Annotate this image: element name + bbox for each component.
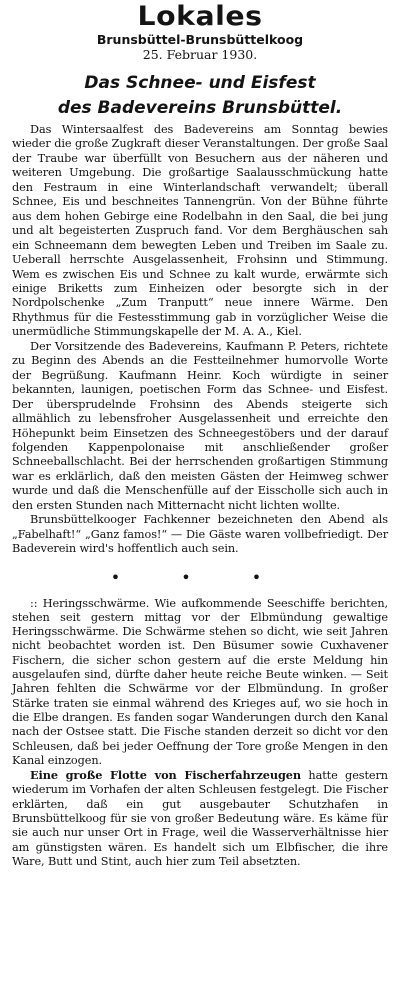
section-subtitle: Brunsbüttel-Brunsbüttelkoog <box>96 32 304 47</box>
section-header <box>12 2 388 63</box>
section-divider: • • • <box>110 567 290 587</box>
paragraph-text: hatte gestern wiederum im Vorhafen der alten Schleusen festgelegt. Die Fischer erklärten, daß ein gut ausgebauter Schutzhafen in Brunsbüttelkoog für sie von großer Bedeutung wäre. Es käme für sie auch nur unser Ort in Frage, weil die Wasserverhältnisse hier am günstigsten wären. Es handelt sich um Elbfischer, die ihre Ware, Butt und Stint, auch hier zum Teil absetzten. <box>12 769 388 868</box>
article-schnee-eisfest <box>12 73 388 557</box>
lead-phrase: Eine große Flotte von Fischerfahrzeugen <box>30 768 302 783</box>
article-paragraph: Brunsbüttelkooger Fachkenner bezeichneten den Abend als „Fabelhaft!“ „Ganz famos!“ — Die Gäste waren vollbefriedigt. Der Badeverein wird's hoffentlich auch sein. <box>12 513 388 556</box>
section-title: Lokales <box>137 1 263 32</box>
article-headline-line2: des Badevereins Brunsbüttel. <box>57 98 343 118</box>
article-paragraph: :: Heringsschwärme. Wie aufkommende Seeschiffe berichten, stehen seit gestern mittag vor der Elbmündung gewaltige Heringsschwärme. Die Schwärme stehen so dicht, wie seit Jahren nicht beobachtet worden ist. Den Büsumer sowie Cuxhavener Fischern, die sicher schon gestern auf die erste Meldung hin ausgelaufen sind, dürfte daher heute reiche Beute winken. — Seit Jahren fehlten die Schwärme vor der Elbmündung. In großer Stärke traten sie einmal während des Krieges auf, wo sie hoch in die Elbe drangen. Es fanden sogar Wanderungen durch den Kanal nach der Ostsee statt. Die Fische standen derzeit so dicht vor den Schleusen, daß bei jeder Oeffnung der Tore große Mengen in den Kanal einzogen. <box>12 596 388 767</box>
article-paragraph: Der Vorsitzende des Badevereins, Kaufmann P. Peters, richtete zu Beginn des Abends an die Festteilnehmer humorvolle Worte der Begrüßung. Kaufmann Heinr. Koch würdigte in seiner bekannten, launigen, poetischen Form das Schnee- und Eisfest. Der übersprudelnde Frohsinn des Abends steigerte sich allmählich zu lebensfroher Ausgelassenheit und erreichte den Höhepunkt beim Einsetzen des Schneegestöbers und der darauf folgenden Kappenpolonaise mit anschließender großer Schneeballschlacht. Bei der herrschenden großartigen Stimmung war es erklärlich, daß den meisten Gästen der Heimweg schwer wurde und daß die Menschenfülle auf der Eisscholle sich auch in den ersten Stunden nach Mitternacht nicht lichten wollte. <box>12 339 388 512</box>
article-headline-line1: Das Schnee- und Eisfest <box>84 73 316 93</box>
article-paragraph <box>12 768 388 869</box>
article-heringsschwaerme <box>12 597 388 870</box>
publication-date: 25. Februar 1930. <box>142 47 258 62</box>
article-paragraph: Das Wintersaalfest des Badevereins am Sonntag bewies wieder die große Zugkraft dieser Veranstaltungen. Der große Saal der Traube war überfüllt von Besuchern aus der näheren und weiteren Umgebung. Die großartige Saalausschmückung hatte den Festraum in eine Winterlandschaft verwandelt; überall Schnee, Eis und beschneites Tannengrün. Von der Bühne führte aus dem hohen Gebirge eine Rodelbahn in den Saal, die bei jung und alt begeisterten Zuspruch fand. Vor dem Berghäuschen sah ein Schneemann dem bewegten Leben und Treiben im Saale zu. Ueberall herrschte Ausgelassenheit, Frohsinn und Stimmung. Wem es zwischen Eis und Schnee zu kalt wurde, erwärmte sich einige Briketts zum Einheizen oder besorgte sich in der Nordpolschenke „Zum Tranputt“ neue innere Wärme. Den Rhythmus für die Festesstimmung gab in vorzüglicher Weise die unermüdliche Stimmungskapelle der M. A. A., Kiel. <box>12 123 388 339</box>
article-body <box>12 123 388 557</box>
